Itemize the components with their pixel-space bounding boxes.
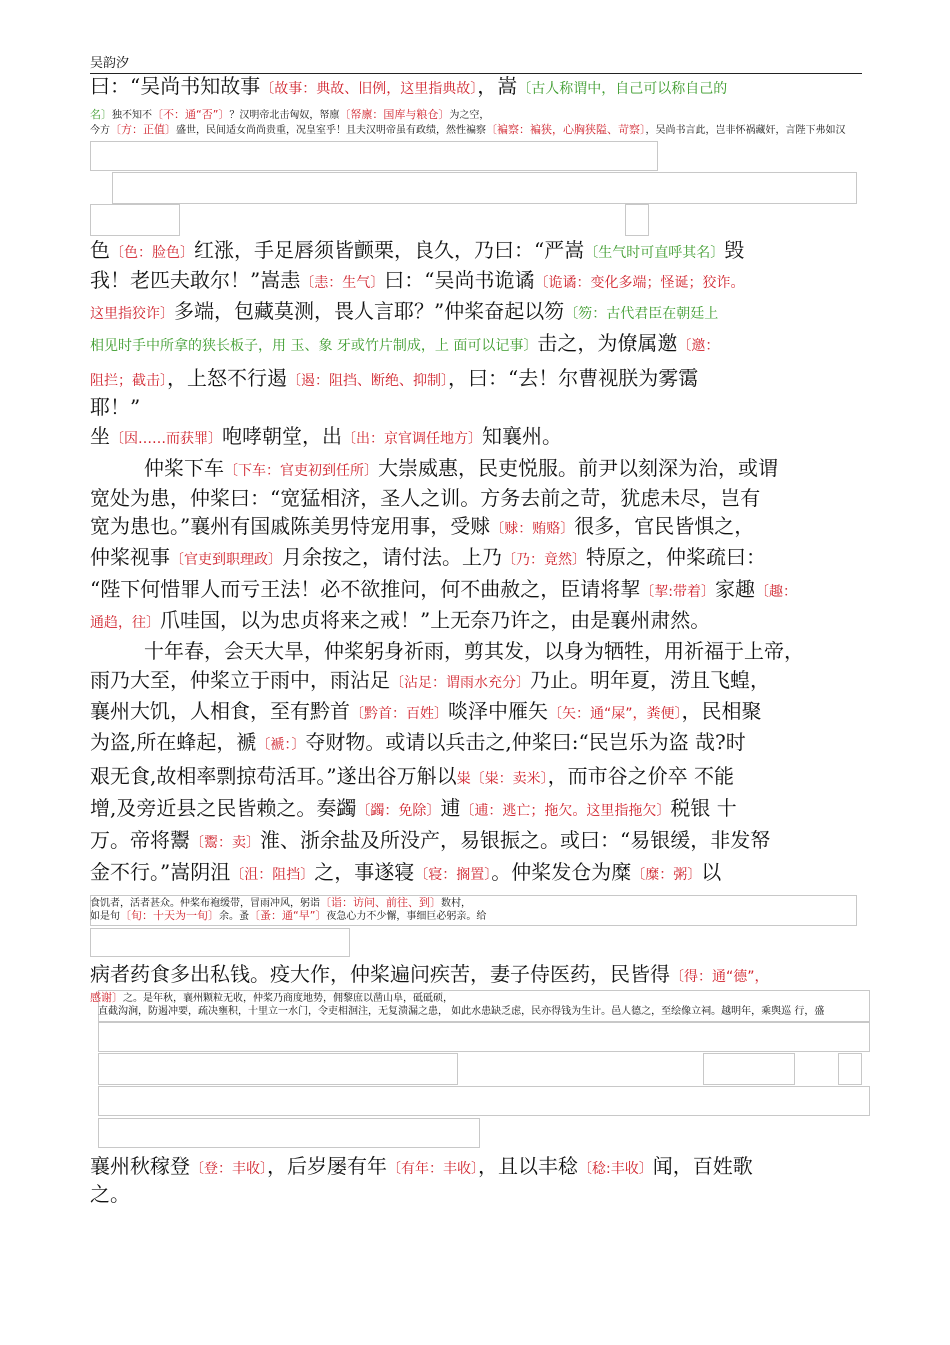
annotation-segment: 〔沾足：谓雨水充分〕 bbox=[390, 675, 530, 691]
annotation-segment: 〔故事：典故、旧例，这里指典故〕 bbox=[260, 81, 478, 97]
blank-field bbox=[98, 1053, 458, 1085]
text-segment: 特原之，仲桨疏曰： bbox=[586, 545, 766, 569]
blank-field bbox=[703, 1053, 795, 1085]
text-segment: 淮、浙余盐及所没产，易银振之。或曰：“易银缓，非发帑 bbox=[260, 828, 771, 852]
text-segment: 以 bbox=[701, 860, 722, 884]
text-segment: 爪哇国，以为忠贞将来之戒！”上无奈乃许之，由是襄州肃然。 bbox=[160, 608, 711, 632]
annotation-segment: 〔赇：贿赂〕 bbox=[490, 521, 575, 537]
text-line bbox=[90, 297, 718, 328]
blank-field bbox=[838, 1053, 862, 1085]
annotation-segment: 阻拦；截击〕 bbox=[90, 373, 167, 389]
annotation-segment: 〔矢：通“屎”，粪便〕 bbox=[548, 706, 682, 722]
text-segment: 红涨，手足唇须皆颤栗，良久，乃曰：“严嵩 bbox=[194, 238, 585, 262]
annotation-segment: 〔色：脸色〕 bbox=[110, 245, 194, 261]
annotation-segment: 〔不：通“否”〕 bbox=[152, 108, 230, 121]
annotation-segment: 粜 bbox=[456, 771, 471, 787]
text-segment: 直截沟涧，防遏冲要，疏决壅积，十里立一水门，令吏相洄注，无复溃漏之患， 如此水患缺乏虑，民亦得钱为生计。邑人德之，至绘像立祠。越明年，乘舆巡 行，盛 bbox=[98, 1006, 825, 1017]
text-line bbox=[90, 1180, 130, 1208]
annotation-segment: 〔遏：阻挡、断绝、抑制〕 bbox=[287, 373, 448, 389]
annotation-segment: 感谢〕 bbox=[90, 991, 123, 1004]
annotation-segment: 〔趣： bbox=[754, 584, 797, 600]
text-segment: 盛世，民间适女尚尚贵重，况皇室乎！且夫汉明帝虽有政绩，然性褊察 bbox=[176, 125, 486, 136]
annotation-segment: 〔官吏到职理政〕 bbox=[170, 552, 282, 568]
annotation-segment: 〔糜：粥〕 bbox=[631, 867, 702, 883]
annotation-segment: 名〕 bbox=[90, 108, 112, 121]
annotation-segment: 〔得：通“德”， bbox=[670, 969, 769, 985]
text-segment: 雨乃大至，仲桨立于雨中，雨沾足 bbox=[90, 668, 390, 692]
text-line bbox=[90, 1152, 753, 1183]
text-segment: 色 bbox=[90, 238, 110, 262]
text-line bbox=[90, 236, 744, 267]
annotation-segment: 〔出：京官调任地方〕 bbox=[342, 431, 482, 447]
annotation-segment: 〔沮：阻挡〕 bbox=[230, 867, 315, 883]
small-text-line bbox=[90, 991, 860, 1006]
text-segment: 十年春，会天大旱，仲桨躬身祈雨，剪其发，以身为牺牲，用祈福于上帝， bbox=[144, 639, 804, 663]
text-segment: 逋 bbox=[440, 796, 461, 820]
annotation-segment: 〔古人称谓中，自己可以称自己的 bbox=[517, 81, 728, 97]
blank-field bbox=[98, 1086, 870, 1116]
text-segment: 月余按之，请付法。上乃 bbox=[282, 545, 502, 569]
annotation-segment: 〔方：正值〕 bbox=[110, 123, 176, 136]
text-line bbox=[90, 762, 734, 793]
annotation-segment: 〔乃：竟然〕 bbox=[502, 552, 586, 568]
text-line bbox=[90, 637, 804, 665]
text-line bbox=[90, 666, 770, 697]
text-segment: 余。蚤 bbox=[219, 911, 249, 922]
text-segment: 之，事遂寝 bbox=[314, 860, 415, 884]
text-segment: 襄州大饥，人相食，至有黔首 bbox=[90, 699, 350, 723]
text-segment: 病者药食多出私钱。疫大作，仲桨遍问疾苦，妻子侍医药，民皆得 bbox=[90, 962, 670, 986]
text-segment: 之。是年秋，襄州颗粒无收，仲桨乃商度地势，佣黎庶以凿山阜，砥砥硕， bbox=[123, 993, 453, 1004]
small-text-line bbox=[90, 123, 862, 138]
text-segment: 啖泽中雁矢 bbox=[448, 699, 548, 723]
annotation-segment: 〔恚：生气〕 bbox=[300, 275, 385, 291]
text-line bbox=[90, 454, 778, 485]
text-segment: 很多，官民皆惧之， bbox=[574, 514, 755, 538]
annotation-segment: 相见时手中所拿的狭长板子，用 玉、象 牙或竹片制成，上 面可以记事〕 bbox=[90, 338, 538, 354]
text-segment: 之。 bbox=[90, 1182, 130, 1206]
text-line bbox=[90, 266, 744, 297]
text-segment: 坐 bbox=[90, 424, 110, 448]
annotation-segment: 〔蚤：通“早”〕 bbox=[249, 909, 327, 922]
annotation-segment: 〔粜：卖米〕 bbox=[470, 771, 548, 787]
text-segment: “陛下何惜罪人而亏王法！必不欲推问，何不曲赦之，臣请将挈 bbox=[90, 577, 641, 601]
text-segment: ，嵩 bbox=[477, 74, 518, 98]
blank-field bbox=[98, 1118, 480, 1148]
text-line bbox=[90, 512, 754, 543]
text-segment: 我！老匹夫敢尔！”嵩恚 bbox=[90, 268, 301, 292]
text-segment: 宽处为患，仲桨曰：“宽猛相济，圣人之训。方务去前之苛，犹虑未尽，岂有 bbox=[90, 486, 761, 510]
annotation-segment: 〔逋：逃亡；拖欠。这里指拖欠〕 bbox=[460, 803, 671, 819]
author-name: 吴韵汐 bbox=[90, 56, 130, 71]
annotation-segment: 通趋，往〕 bbox=[90, 615, 160, 631]
blank-field bbox=[112, 172, 857, 204]
text-segment: 大崇威惠，民吏悦服。前尹以刻深为治，或谓 bbox=[378, 456, 778, 480]
small-text-line bbox=[90, 909, 855, 924]
text-line bbox=[90, 72, 727, 103]
annotation-segment: 〔有年：丰收〕 bbox=[387, 1161, 478, 1177]
text-segment: 为之空， bbox=[449, 110, 490, 121]
text-segment: 宽为患也。”襄州有国戚陈美男恃宠用事，受赇 bbox=[90, 514, 491, 538]
annotation-segment: 〔褫：〕 bbox=[256, 737, 306, 753]
annotation-segment: 〔褊察：褊狭，心胸狭隘、苛察〕 bbox=[486, 123, 646, 136]
text-segment: 多端，包藏莫测，畏人言耶？”仲桨奋起以笏 bbox=[174, 299, 565, 323]
blank-field bbox=[90, 928, 350, 957]
blank-field bbox=[90, 204, 180, 236]
text-segment: 万。帝将鬻 bbox=[90, 828, 190, 852]
text-line bbox=[90, 728, 746, 759]
text-line bbox=[90, 393, 140, 421]
annotation-segment: 〔蠲：免除〕 bbox=[356, 803, 441, 819]
annotation-segment: 〔鬻：卖〕 bbox=[190, 835, 260, 851]
text-segment: 仲桨视事 bbox=[90, 545, 170, 569]
text-segment: 。仲桨发仓为糜 bbox=[491, 860, 632, 884]
text-segment: 襄州秋稼登 bbox=[90, 1154, 190, 1178]
text-segment: 乃止。明年夏，涝且飞蝗， bbox=[530, 668, 770, 692]
text-segment: 家趣 bbox=[714, 577, 755, 601]
text-segment: 曰：“吴尚书诡谲 bbox=[384, 268, 535, 292]
blank-field bbox=[625, 204, 649, 236]
text-segment: ，曰：“去！尔曹视朕为雾霭 bbox=[448, 366, 699, 390]
text-line bbox=[90, 543, 766, 574]
text-line bbox=[90, 858, 721, 889]
text-segment: ，后岁屡有年 bbox=[267, 1154, 387, 1178]
blank-field bbox=[98, 1022, 870, 1052]
annotation-segment: 〔生气时可直呼其名〕 bbox=[584, 245, 725, 261]
text-segment: 税银 十 bbox=[670, 796, 737, 820]
text-segment: 击之，为僚属邀 bbox=[537, 331, 678, 355]
annotation-segment: 〔邀： bbox=[677, 338, 720, 354]
annotation-segment: 〔黔首：百姓〕 bbox=[350, 706, 448, 722]
text-segment: 闻，百姓歌 bbox=[652, 1154, 753, 1178]
text-line bbox=[90, 826, 770, 857]
text-segment: 数村， bbox=[441, 898, 471, 909]
annotation-segment: 〔笏：古代君臣在朝廷上 bbox=[564, 306, 719, 322]
annotation-segment: 〔帑廪：国库与粮仓〕 bbox=[339, 108, 450, 121]
text-segment: 曰：“吴尚书知故事 bbox=[90, 74, 261, 98]
annotation-segment: 〔旬：十天为一旬〕 bbox=[120, 909, 219, 922]
text-line bbox=[90, 575, 797, 606]
text-segment: ，民相聚 bbox=[681, 699, 762, 723]
annotation-segment: 〔挈:带着〕 bbox=[640, 584, 715, 600]
text-line bbox=[90, 364, 698, 395]
text-line bbox=[90, 794, 737, 825]
annotation-segment: 〔诡谲：变化多端；怪诞；狡诈。 bbox=[534, 275, 745, 291]
annotation-segment: 〔下车：官吏初到任所〕 bbox=[224, 463, 378, 479]
annotation-segment: 这里指狡诈〕 bbox=[90, 306, 174, 322]
text-line bbox=[90, 697, 762, 728]
small-text-line bbox=[90, 108, 860, 123]
text-segment: 增,及旁近县之民皆赖之。奏蠲 bbox=[90, 796, 357, 820]
annotation-segment: 〔诣：访问、前往、到〕 bbox=[320, 896, 441, 909]
text-line bbox=[90, 329, 719, 360]
text-line bbox=[90, 606, 710, 637]
text-segment: 夺财物。或请以兵击之,仲桨曰:“民岂乐为盗 哉?时 bbox=[305, 730, 746, 754]
text-segment: ，吴尚书言此，岂非怀祸藏奸，言陛下弗如汉 bbox=[645, 125, 846, 136]
text-line bbox=[90, 422, 562, 453]
text-line bbox=[90, 960, 769, 991]
text-segment: 毁 bbox=[724, 238, 745, 262]
text-segment: ，且以丰稔 bbox=[478, 1154, 578, 1178]
text-segment: 为盗,所在蜂起，褫 bbox=[90, 730, 257, 754]
text-segment: 仲桨下车 bbox=[144, 456, 224, 480]
text-segment: 金不行。”嵩阴沮 bbox=[90, 860, 231, 884]
small-text-line bbox=[98, 1005, 950, 1019]
text-segment: ，上怒不行遏 bbox=[167, 366, 287, 390]
text-line bbox=[90, 484, 760, 512]
text-segment: 今方 bbox=[90, 125, 110, 136]
annotation-segment: 〔稔:丰收〕 bbox=[578, 1161, 653, 1177]
annotation-segment: 〔登：丰收〕 bbox=[190, 1161, 267, 1177]
text-segment: 知襄州。 bbox=[482, 424, 562, 448]
text-segment: 如是旬 bbox=[90, 911, 120, 922]
annotation-segment: 〔因……而获罪〕 bbox=[110, 431, 222, 447]
blank-field bbox=[90, 141, 658, 171]
text-segment: 夜急心力不少懈，事细巨必躬亲。给 bbox=[326, 911, 487, 922]
text-segment: 艰无食,故相率剽掠苟活耳。”遂出谷万斛以 bbox=[90, 764, 457, 788]
text-segment: ，而市谷之价卒 不能 bbox=[547, 764, 734, 788]
text-segment: 食饥者，活者甚众。仲桨布袍缓带，冒雨冲风，躬诣 bbox=[90, 898, 320, 909]
text-segment: 独不知不 bbox=[112, 110, 152, 121]
text-segment: 耶！” bbox=[90, 395, 141, 419]
text-segment: 咆哮朝堂，出 bbox=[222, 424, 342, 448]
annotation-segment: 〔寝：搁置〕 bbox=[414, 867, 492, 883]
text-segment: ？汉明帝北击匈奴，帑廪 bbox=[229, 110, 340, 121]
